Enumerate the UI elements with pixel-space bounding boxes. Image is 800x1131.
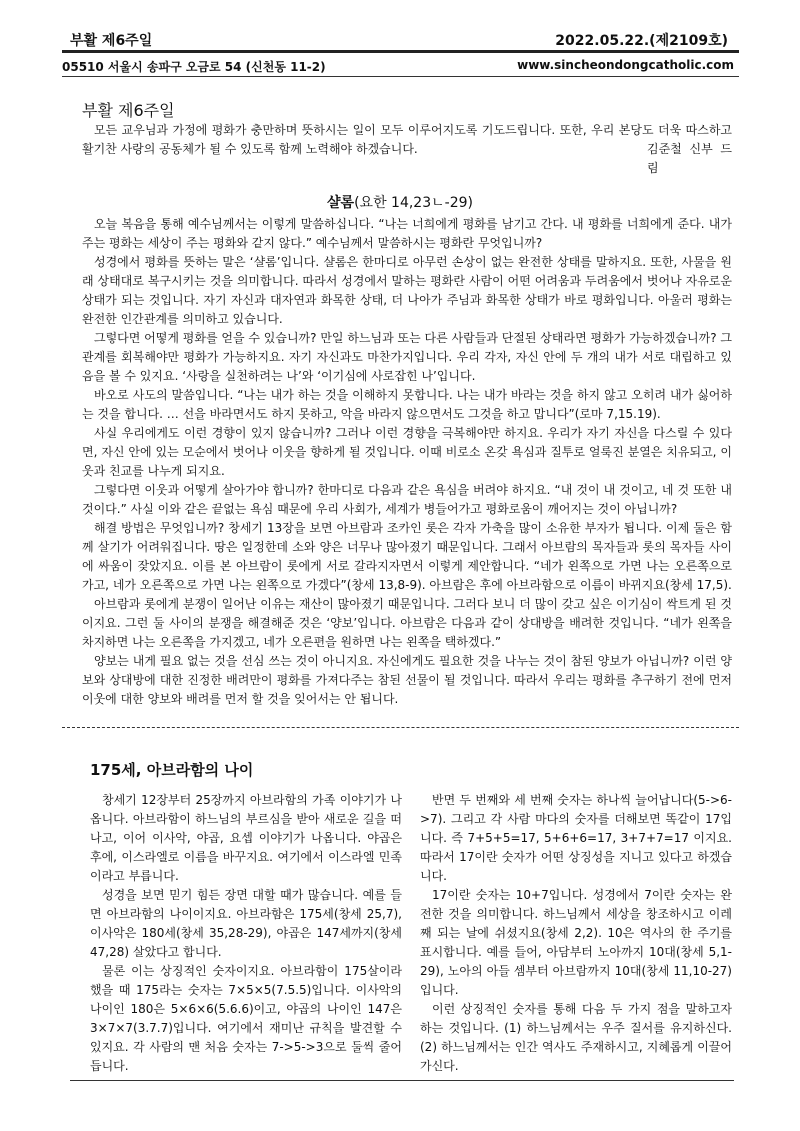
sermon-paragraph: 그렇다면 어떻게 평화를 얻을 수 있습니까? 만일 하느님과 또는 다른 사람들과 단절된 상태라면 평화가 가능하겠습니까? 그 관계를 회복해야만 평화가 가능하지요. 자기 자신과도 마찬가지입니다. 우리 각자, 자신 안에 두 개의 내가 서로 대립하고 있음을 볼 수 있지요. ‘사랑을 실천하려는 나’와 ‘이기심에 사로잡힌 나’입니다.	[82, 331, 732, 383]
sermon-paragraph: 아브람과 롯에게 분쟁이 일어난 이유는 재산이 많아졌기 때문입니다. 그러다 보니 더 많이 갖고 싶은 이기심이 싹트게 된 것이지요. 그런 둘 사이의 분쟁을 해결해준 것은 ‘양보’입니다. 아브람은 다음과 같이 상대방을 배려한 것입니다. “네가 왼쪽을 차지하면 나는 오른쪽을 가지겠고, 네가 오른편을 원하면 나는 왼쪽을 택하겠다.”	[82, 597, 732, 649]
sermon-paragraph: 사실 우리에게도 이런 경향이 있지 않습니까? 그러나 이런 경향을 극복해야만 하지요. 우리가 자기 자신을 다스릴 수 있다면, 자신 안에 있는 모순에서 벗어나 이웃을 향하게 될 것입니다. 이때 비로소 온갖 욕심과 질투로 얼룩진 분열은 치유되고, 이웃과 친교를 나누게 되지요.	[82, 426, 732, 478]
header-title: 부활 제6주일	[70, 33, 153, 49]
pastor-greeting	[82, 121, 732, 175]
article-paragraph: 반면 두 번째와 세 번째 숫자는 하나씩 늘어납니다(5->6->7). 그리고 각 사람 마다의 숫자를 더해보면 똑같이 17입니다. 즉 7+5+5=17, 5+6+6=17, 3+7+7=17 이지요. 따라서 17이란 숫자가 어떤 상징성을 지니고 있다고 하겠습니다.	[420, 793, 732, 883]
parish-address: 05510 서울시 송파구 오금로 54 (신천동 11-2)	[62, 60, 326, 74]
article-paragraph: 물론 이는 상징적인 숫자이지요. 아브라함이 175살이라 했을 때 175라는 숫자는 7×5×5(7.5.5)입니다. 이사악의 나이인 180은 5×6×6(5.6.6)이고, 야곱의 나이인 147은 3×7×7(3.7.7)입니다. 여기에서 재미난 규칙을 발견할 수 있지요. 각 사람의 맨 처음 숫자는 7->5->3으로 둘씩 줄어듭니다.	[90, 964, 402, 1073]
article-paragraph: 성경을 보면 믿기 힘든 장면 대할 때가 많습니다. 예를 들면 아브라함의 나이이지요. 아브라함은 175세(창세 25,7), 이사악은 180세(창세 35,28-29), 야곱은 147세까지(창세 47,28) 살았다고 합니다.	[90, 888, 402, 959]
subheader-rule	[62, 76, 739, 77]
sermon-heading	[0, 192, 800, 212]
sermon-paragraph: 해결 방법은 무엇입니까? 창세기 13장을 보면 아브람과 조카인 롯은 각자 가축을 많이 소유한 부자가 됩니다. 이제 둘은 함께 살기가 어려워집니다. 땅은 일정한데 소와 양은 너무나 많아졌기 때문입니다. 그래서 아브람의 목자들과 롯의 목자들 사이에 싸움이 잦았지요. 이를 본 아브람이 롯에게 서로 갈라지자면서 이렇게 제안합니다. “네가 왼쪽으로 가면 나는 오른쪽으로 가고, 네가 오른쪽으로 가면 나는 왼쪽으로 가겠다”(창세 13,8-9). 아브람은 후에 아브라함으로 이름이 바뀌지요(창세 17,5).	[82, 521, 732, 592]
article-paragraph: 이런 상징적인 숫자를 통해 다음 두 가지 점을 말하고자 하는 것입니다. (1) 하느님께서는 우주 질서를 유지하신다. (2) 하느님께서는 인간 역사도 주재하시고, 지혜롭게 이끌어 가신다.	[420, 1002, 732, 1073]
sermon-paragraph: 그렇다면 이웃과 어떻게 살아가야 합니까? 한마디로 다음과 같은 욕심을 버려야 하지요. “내 것이 내 것이고, 네 것 또한 내 것이다.” 사실 이와 같은 끝없는 욕심 때문에 우리 사회가, 세계가 병들어가고 평화로움이 깨어지는 것이 아닙니까?	[82, 483, 732, 516]
article-title: 175세, 아브라함의 나이	[90, 761, 254, 779]
header-date-issue: 2022.05.22.(제2109호)	[555, 33, 728, 49]
sermon-paragraph: 양보는 내게 필요 없는 것을 선심 쓰는 것이 아니지요. 자신에게도 필요한 것을 나누는 것이 참된 양보가 아닙니까? 이런 양보와 상대방에 대한 진정한 배려만이 평화를 가져다주는 참된 선물이 될 것입니다. 따라서 우리는 평화를 추구하기 전에 먼저 이웃에 대한 양보와 배려를 먼저 할 것을 잊어서는 안 됩니다.	[82, 654, 732, 706]
sermon-paragraph: 바오로 사도의 말씀입니다. “나는 내가 하는 것을 이해하지 못합니다. 나는 내가 바라는 것을 하지 않고 오히려 내가 싫어하는 것을 합니다. … 선을 바라면서도 하지 못하고, 악을 바라지 않으면서도 그것을 하고 맙니다”(로마 7,15.19).	[82, 388, 732, 421]
article-paragraph: 17이란 숫자는 10+7입니다. 성경에서 7이란 숫자는 완전한 것을 의미합니다. 하느님께서 세상을 창조하시고 이레째 되는 날에 쉬셨지요(창세 2,2). 10은 역사의 한 주기를 표시합니다. 예를 들어, 아담부터 노아까지 10대(창세 5,1-29), 노아의 아들 셈부터 아브람까지 10대(창세 11,10-27)입니다.	[420, 888, 732, 997]
article-paragraph: 창세기 12장부터 25장까지 아브라함의 가족 이야기가 나옵니다. 아브라함이 하느님의 부르심을 받아 새로운 길을 떠나고, 이어 이사악, 야곱, 요셉 이야기가 나옵니다. 야곱은 후에, 이스라엘로 이름을 바꾸지요. 여기에서 이스라엘 민족이라고 부릅니다.	[90, 793, 402, 883]
sermon-paragraph: 성경에서 평화를 뜻하는 말은 ‘샬롬’입니다. 샬롬은 한마디로 아무런 손상이 없는 완전한 상태를 말하지요. 또한, 사물을 원래 상태대로 복구시키는 것을 의미합니다. 따라서 성경에서 말하는 평화란 사람이 어떤 어려움과 두려움에서 벗어나 자유로운 상태가 되는 것입니다. 자기 자신과 대자연과 화목한 상태, 더 나아가 주님과 화목한 상태가 바로 평화입니다. 아울러 평화는 완전한 인간관계를 의미하고 있습니다.	[82, 255, 732, 326]
header-rule	[62, 50, 739, 53]
sermon-paragraph: 오늘 복음을 통해 예수님께서는 이렇게 말씀하십니다. “나는 너희에게 평화를 남기고 간다. 내 평화를 너희에게 준다. 내가 주는 평화는 세상이 주는 평화와 같지 않다.” 예수님께서 말씀하시는 평화란 무엇입니까?	[82, 217, 732, 250]
parish-website-link[interactable]: www.sincheondongcatholic.com	[517, 58, 734, 72]
sermon-title: 샬롬	[327, 195, 355, 211]
article-column-left	[90, 791, 402, 1076]
sermon-body	[82, 215, 732, 709]
footer-rule	[70, 1080, 734, 1081]
article-column-right	[420, 791, 732, 1076]
greeting-text: 모든 교우님과 가정에 평화가 충만하며 뜻하시는 일이 모두 이루어지도록 기도드립니다. 또한, 우리 본당도 더욱 따스하고 활기찬 사랑의 공동체가 될 수 있도록 함께 노력해야 하겠습니다.	[82, 123, 732, 156]
greeting-signature: 김준철 신부 드림	[647, 142, 732, 175]
section-title: 부활 제6주일	[82, 101, 175, 120]
section-divider	[62, 727, 739, 728]
sermon-reference: (요한 14,23ㄴ-29)	[354, 195, 473, 211]
